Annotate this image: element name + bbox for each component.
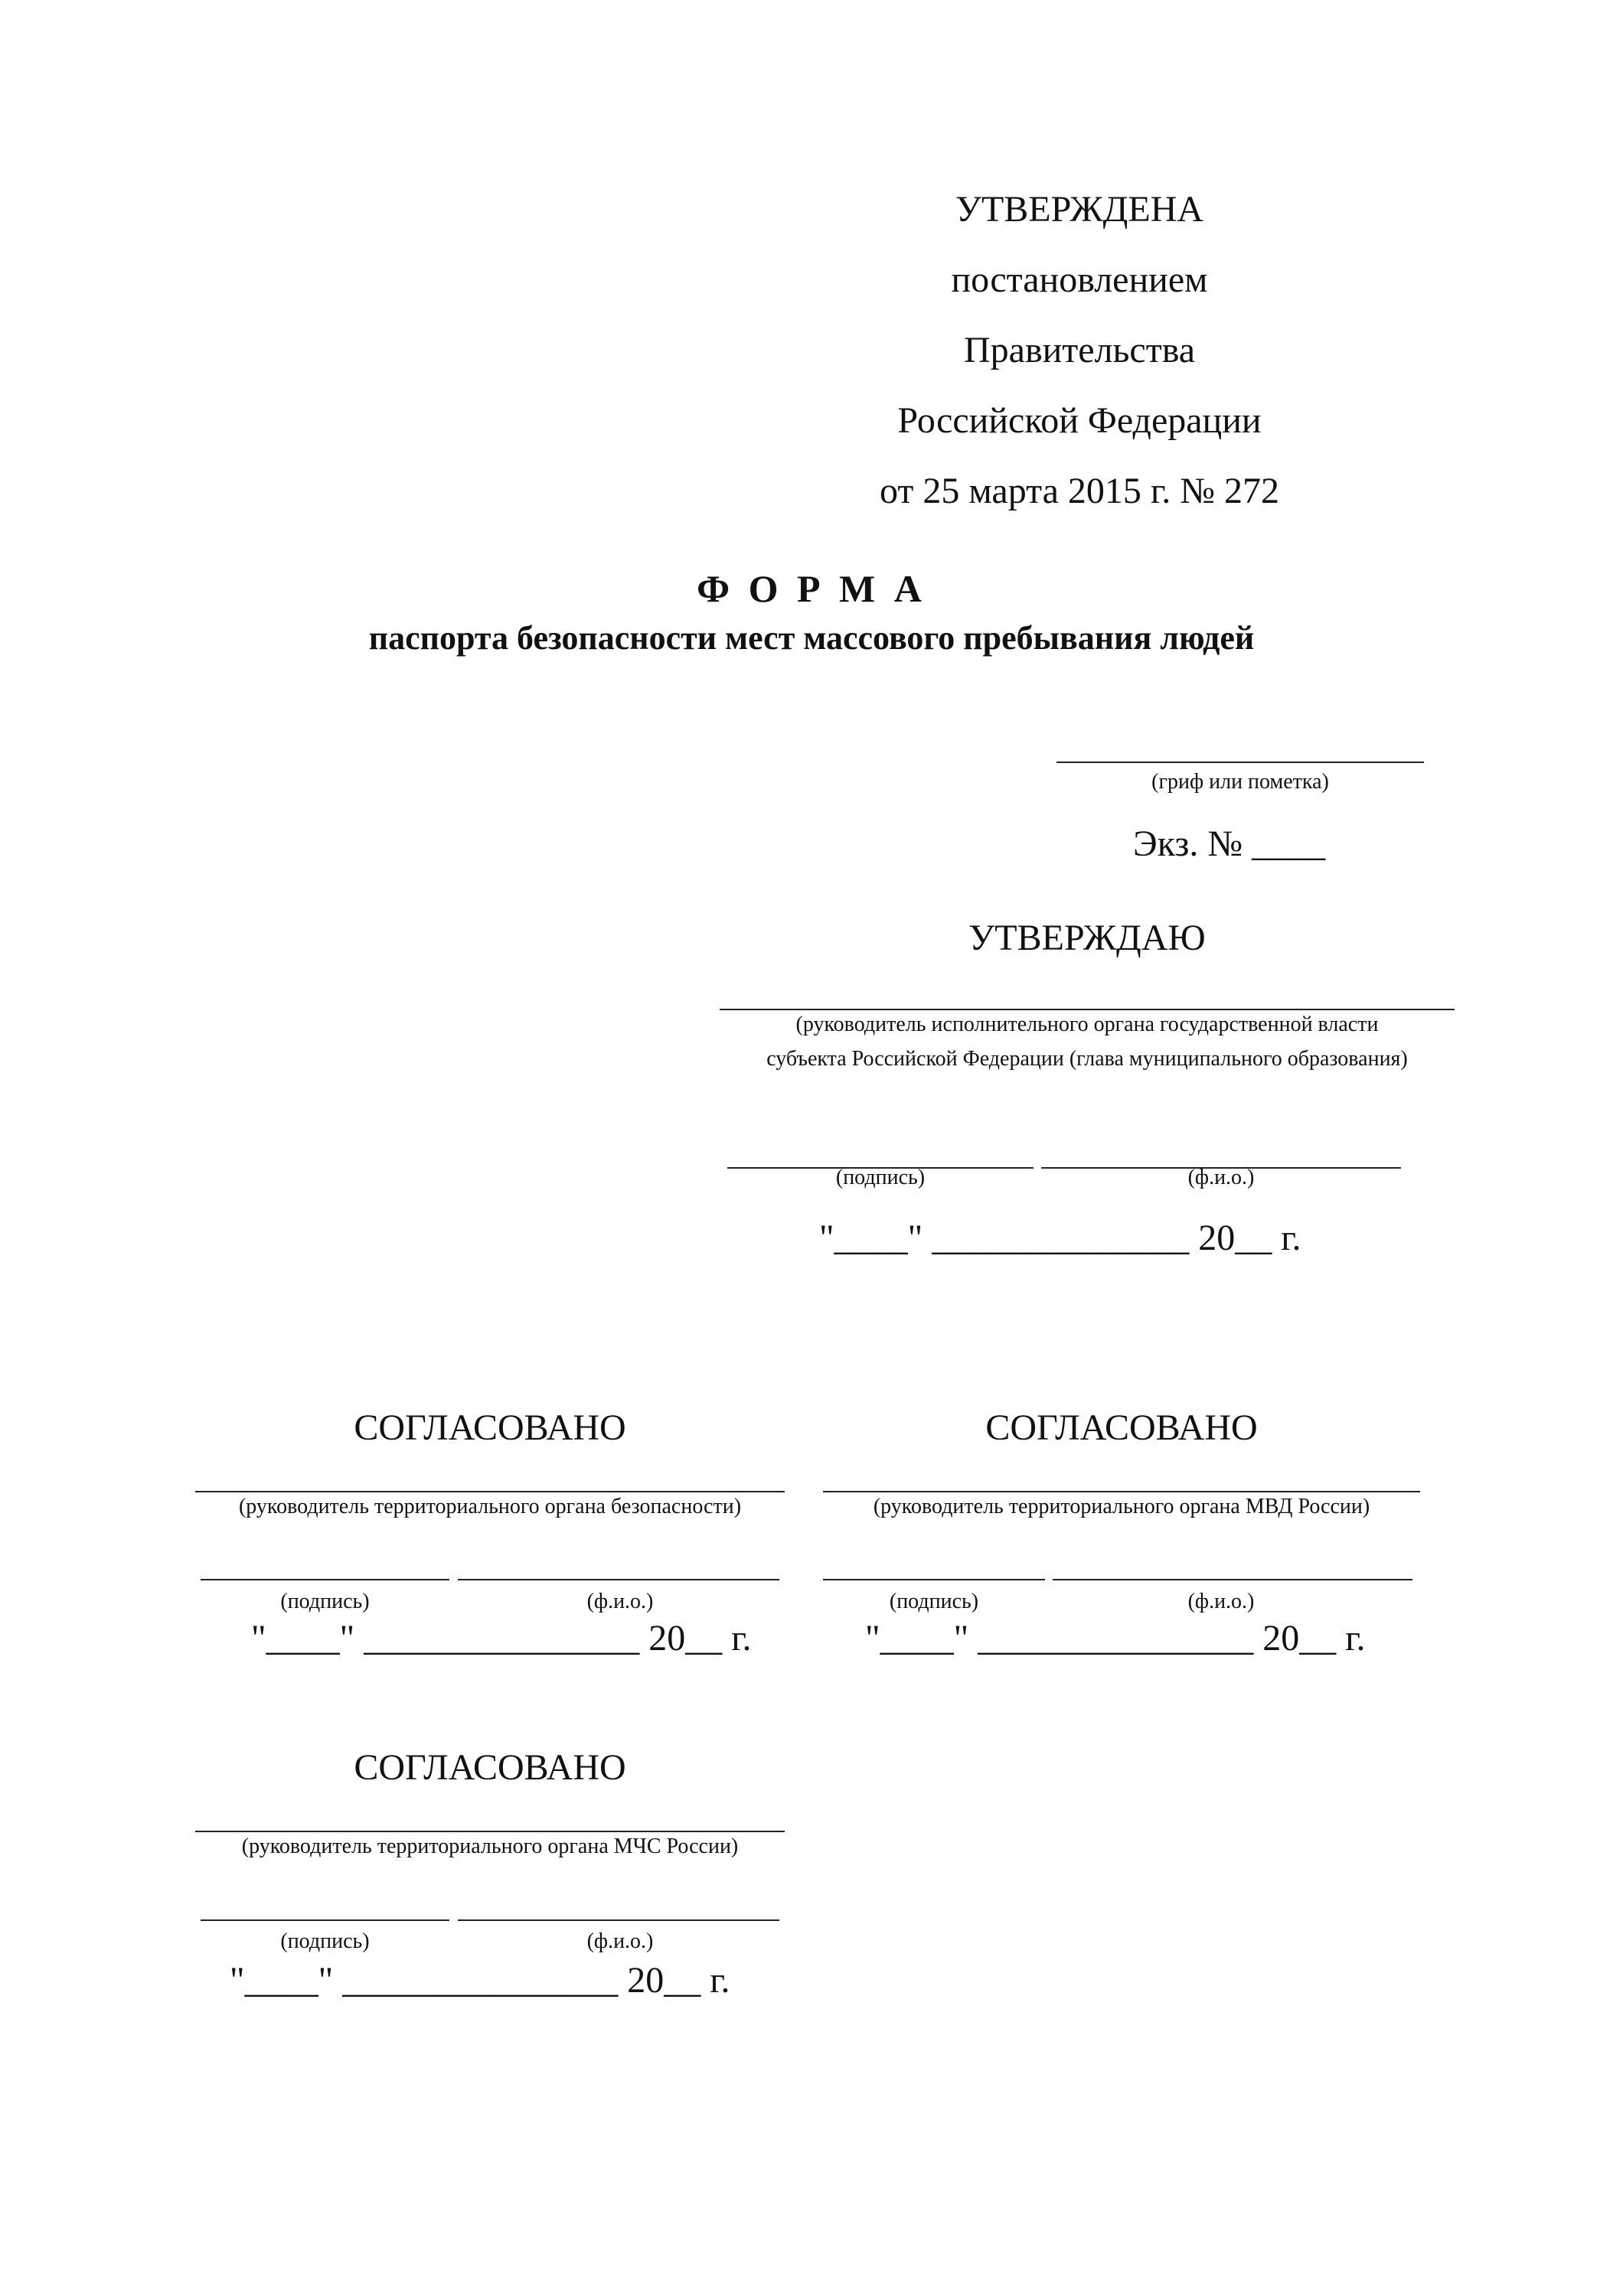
- form-title: Ф О Р М А: [697, 567, 926, 610]
- mchs-name-caption: (ф.и.о.): [586, 1929, 654, 1953]
- utverzhdayu-caption: (руководитель исполнительного органа государственной власти субъекта Российской Федерации (глава муниципального образования): [766, 1013, 1408, 1071]
- mvd-title: СОГЛАСОВАНО: [985, 1407, 1258, 1448]
- approval-line2: Российской Федерации: [897, 400, 1262, 441]
- mchs-caption: (руководитель территориального органа МЧС России): [241, 1835, 739, 1858]
- utverzhdayu-name-caption: (ф.и.о.): [1187, 1166, 1255, 1189]
- utverzhdayu-sign-caption: (подпись): [835, 1166, 926, 1189]
- copy-number: Экз. № ____: [1133, 823, 1326, 864]
- form-subtitle: паспорта безопасности мест массового пребывания людей: [368, 619, 1255, 657]
- mvd-sign-line: [823, 1579, 1045, 1580]
- approval-line3: от 25 марта 2015 г. № 272: [880, 471, 1279, 511]
- approval-block: [865, 174, 1294, 527]
- security-sign-line: [201, 1579, 449, 1580]
- security-sign-caption: (подпись): [280, 1590, 370, 1613]
- mvd-caption: (руководитель территориального органа МВД России): [873, 1495, 1370, 1518]
- mchs-name-line: [458, 1919, 779, 1921]
- approval-line1: постановлением Правительства: [951, 259, 1208, 370]
- security-title: СОГЛАСОВАНО: [354, 1407, 626, 1448]
- security-name-caption: (ф.и.о.): [586, 1590, 654, 1613]
- mvd-date: "____" _______________ 20__ г.: [865, 1618, 1366, 1658]
- mvd-name-line: [1053, 1579, 1412, 1580]
- security-caption: (руководитель территориального органа безопасности): [238, 1495, 742, 1518]
- mchs-sign-line: [201, 1919, 449, 1921]
- security-date: "____" _______________ 20__ г.: [251, 1618, 752, 1658]
- grif-line: [1056, 762, 1424, 763]
- mvd-name-caption: (ф.и.о.): [1187, 1590, 1255, 1613]
- utverzhdayu-title: УТВЕРЖДАЮ: [968, 918, 1206, 958]
- approval-title: УТВЕРЖДЕНА: [955, 189, 1204, 230]
- security-name-line: [458, 1579, 779, 1580]
- utverzhdayu-date: "____" ______________ 20__ г.: [819, 1218, 1301, 1258]
- mchs-date: "____" _______________ 20__ г.: [230, 1960, 730, 2001]
- mchs-title: СОГЛАСОВАНО: [354, 1747, 626, 1788]
- grif-caption: (гриф или пометка): [1151, 770, 1329, 794]
- mchs-sign-caption: (подпись): [280, 1929, 370, 1953]
- mvd-sign-caption: (подпись): [889, 1590, 979, 1613]
